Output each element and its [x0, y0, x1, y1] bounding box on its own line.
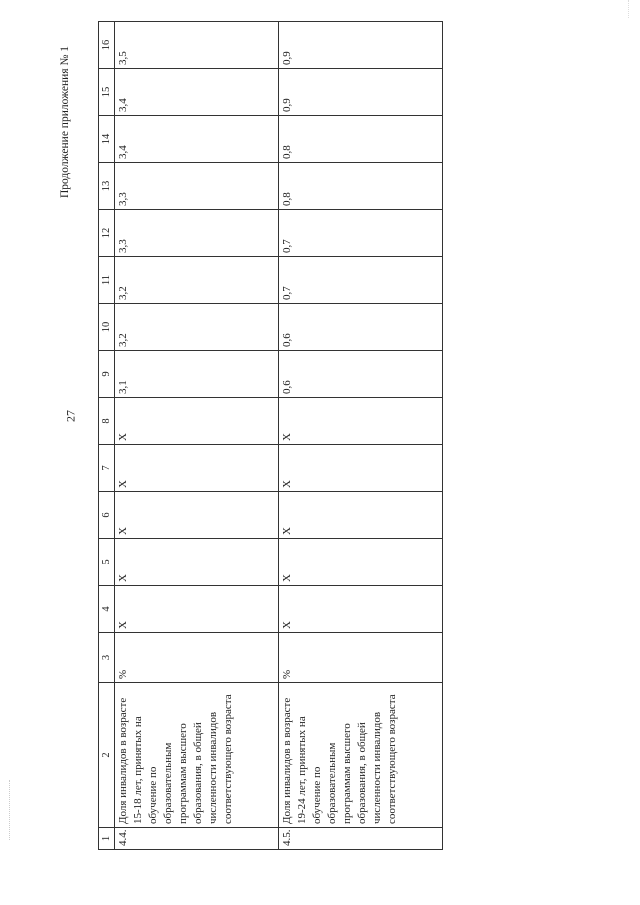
value-cell: 3,2 — [115, 257, 279, 304]
header-cell: 1 — [99, 828, 115, 850]
value-cell: 0,8 — [279, 116, 443, 163]
header-cell: 12 — [99, 210, 115, 257]
header-cell: 2 — [99, 683, 115, 828]
value-cell: X — [279, 398, 443, 445]
value-cell: 3,4 — [115, 116, 279, 163]
header-cell: 11 — [99, 257, 115, 304]
value-cell: 3,2 — [115, 304, 279, 351]
continuation-caption: Продолжение приложения № 1 — [59, 45, 71, 199]
value-cell: 3,5 — [115, 22, 279, 69]
value-cell: X — [279, 445, 443, 492]
value-cell: X — [115, 398, 279, 445]
table-row — [115, 22, 279, 850]
value-cell: 3,1 — [115, 351, 279, 398]
header-cell: 15 — [99, 69, 115, 116]
data-table — [98, 32, 443, 850]
table-row — [279, 22, 443, 850]
value-cell: 3,4 — [115, 69, 279, 116]
scan-artifact — [628, 0, 630, 18]
row-number: 4.5. — [279, 828, 443, 850]
unit-cell: % — [115, 633, 279, 683]
header-cell: 8 — [99, 398, 115, 445]
value-cell: 0,9 — [279, 69, 443, 116]
row-number: 4.4. — [115, 828, 279, 850]
header-cell: 4 — [99, 586, 115, 633]
header-cell: 3 — [99, 633, 115, 683]
value-cell: 3,3 — [115, 210, 279, 257]
value-cell: 0,8 — [279, 163, 443, 210]
value-cell: 0,7 — [279, 210, 443, 257]
header-cell: 7 — [99, 445, 115, 492]
indicator-name: Доля инвалидов в возрасте 15-18 лет, принятых на обучение по образовательным программам высшего образования, в общей численности инвалидов соответствующего возраста — [115, 683, 279, 828]
value-cell: X — [115, 539, 279, 586]
unit-cell: % — [279, 633, 443, 683]
header-cell: 14 — [99, 116, 115, 163]
value-cell: 3,3 — [115, 163, 279, 210]
value-cell: X — [115, 445, 279, 492]
value-cell: 0,7 — [279, 257, 443, 304]
value-cell: X — [279, 539, 443, 586]
header-cell: 16 — [99, 22, 115, 69]
value-cell: 0,9 — [279, 22, 443, 69]
header-row — [99, 22, 115, 850]
indicator-name: Доля инвалидов в возрасте 19-24 лет, принятых на обучение по образовательным программам высшего образования, в общей численности инвалидов соответствующего возраста — [279, 683, 443, 828]
value-cell: X — [115, 492, 279, 539]
header-cell: 9 — [99, 351, 115, 398]
value-cell: X — [115, 586, 279, 633]
header-cell: 6 — [99, 492, 115, 539]
header-cell: 10 — [99, 304, 115, 351]
value-cell: X — [279, 492, 443, 539]
value-cell: X — [279, 586, 443, 633]
indicators-table — [98, 21, 443, 850]
value-cell: 0,6 — [279, 351, 443, 398]
page-number: 27 — [63, 410, 78, 422]
header-cell: 13 — [99, 163, 115, 210]
header-cell: 5 — [99, 539, 115, 586]
value-cell: 0,6 — [279, 304, 443, 351]
scan-artifact — [9, 780, 11, 840]
